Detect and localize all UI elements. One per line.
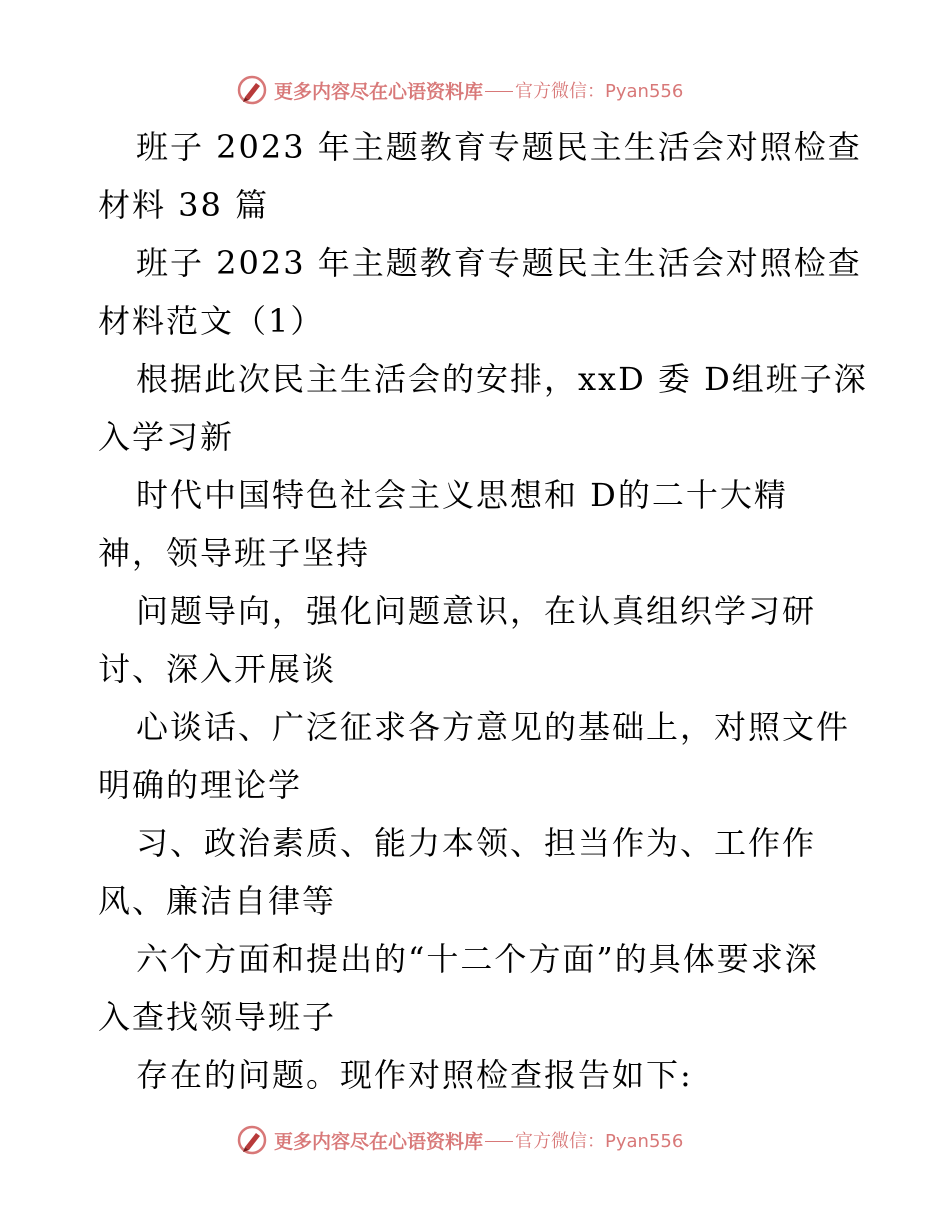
footer-banner-title: 更多内容尽在心语资料库 [274, 1130, 484, 1153]
paragraph-line: 入查找领导班子 [98, 998, 337, 1036]
paragraph-line: 六个方面和提出的“十二个方面”的具体要求深 [136, 940, 819, 978]
paragraph-line: 入学习新 [98, 418, 235, 456]
footer-banner [236, 1123, 683, 1157]
title-line-1: 班子 2023 年主题教育专题民主生活会对照检查 [136, 128, 862, 166]
paragraph-line: 根据此次民主生活会的安排，xxD 委 D组班子深 [136, 360, 868, 398]
paragraph-line: 心谈话、广泛征求各方意见的基础上，对照文件 [136, 708, 851, 746]
footer-banner-contact: 官方微信：Pyan556 [515, 1131, 684, 1152]
header-banner [236, 73, 683, 107]
paragraph-line: 习、政治素质、能力本领、担当作为、工作作 [136, 824, 817, 862]
paragraph-line: 存在的问题。现作对照检查报告如下: [136, 1056, 693, 1094]
header-banner-dash [485, 91, 513, 92]
subtitle-line-2: 材料范文（1） [98, 302, 325, 340]
header-banner-title: 更多内容尽在心语资料库 [274, 80, 484, 103]
paragraph-line: 神，领导班子坚持 [98, 534, 371, 572]
header-banner-contact: 官方微信：Pyan556 [515, 81, 684, 102]
subtitle-line-1: 班子 2023 年主题教育专题民主生活会对照检查 [136, 244, 862, 282]
paragraph-line: 明确的理论学 [98, 766, 303, 804]
pen-logo-icon [236, 1124, 268, 1156]
paragraph-line: 时代中国特色社会主义思想和 D的二十大精 [136, 476, 788, 514]
title-line-2: 材料 38 篇 [98, 186, 270, 224]
paragraph-line: 讨、深入开展谈 [98, 650, 337, 688]
pen-logo-icon [236, 74, 268, 106]
paragraph-line: 问题导向，强化问题意识，在认真组织学习研 [136, 592, 817, 630]
paragraph-line: 风、廉洁自律等 [98, 882, 337, 920]
footer-banner-dash [485, 1141, 513, 1142]
